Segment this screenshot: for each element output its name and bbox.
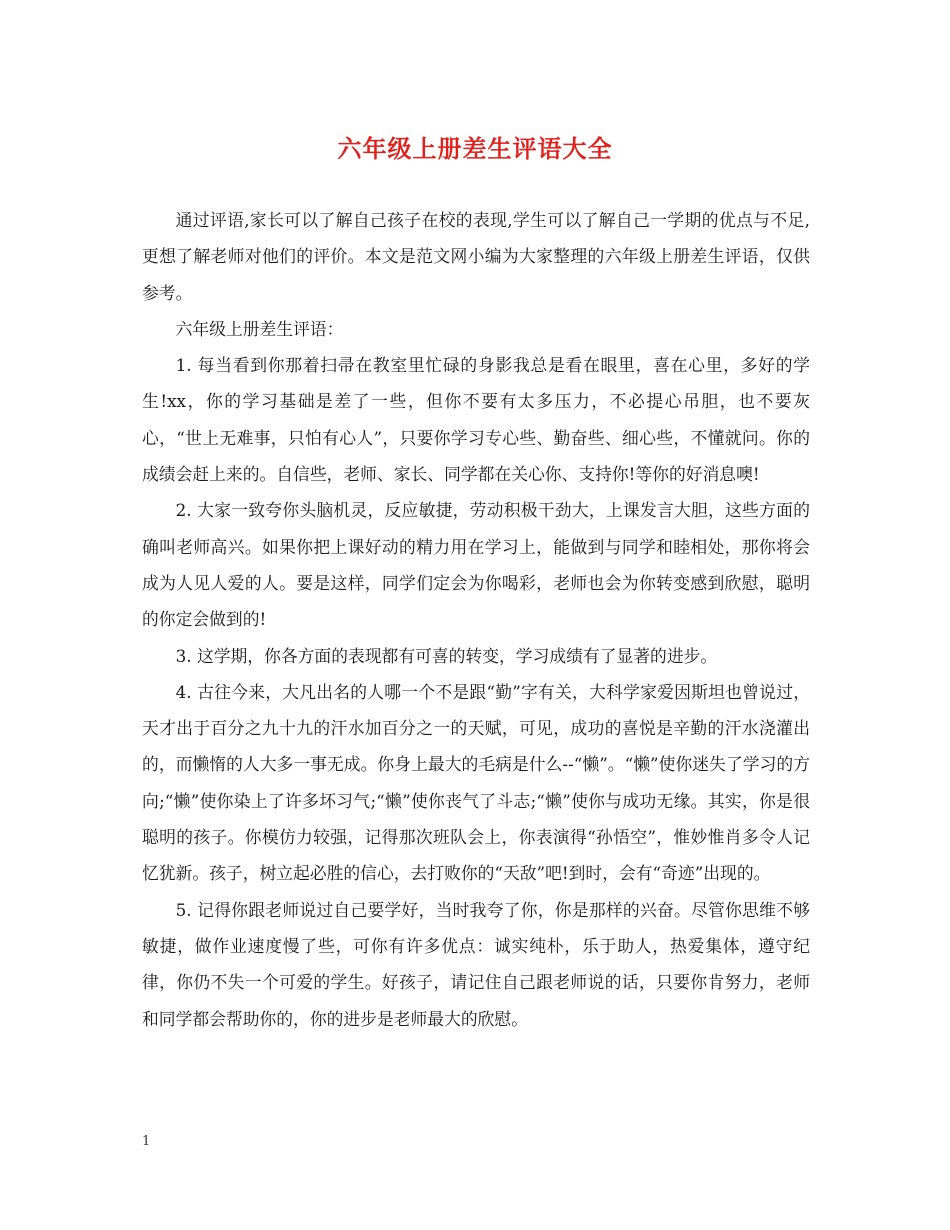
comment-paragraph-1: 1. 每当看到你那着扫帚在教室里忙碌的身影我总是看在眼里，喜在心里，多好的学生!xx，你的学习基础是差了一些，但你不要有太多压力，不必提心吊胆，也不要灰心，“世上无难事，只怕有心人”，只要你学习专心些、勤奋些、细心些，不懂就问。你的成绩会赶上来的。自信些，老师、家长、同学都在关心你、支持你!等你的好消息噢! bbox=[142, 355, 810, 485]
section-heading: 六年级上册差生评语： bbox=[175, 318, 344, 339]
comment-paragraph-4: 4. 古往今来，大凡出名的人哪一个不是跟“勤”字有关，大科学家爱因斯坦也曾说过，天才出于百分之九十九的汗水加百分之一的天赋，可见，成功的喜悦是辛勤的汗水浇灌出的，而懒惰的人大多一事无成。你身上最大的毛病是什么--“懒”。“懒”使你迷失了学习的方向;“懒”使你染上了许多坏习气;“懒”使你丧气了斗志;“懒”使你与成功无缘。其实，你是很聪明的孩子。你模仿力较强，记得那次班队会上，你表演得“孙悟空”，惟妙惟肖多令人记忆犹新。孩子，树立起必胜的信心，去打败你的“天敌”吧!到时，会有“奇迹”出现的。 bbox=[142, 681, 810, 884]
document-title: 六年级上册差生评语大全 bbox=[337, 135, 613, 163]
comment-paragraph-2: 2. 大家一致夸你头脑机灵，反应敏捷，劳动积极干劲大，上课发言大胆，这些方面的确叫老师高兴。如果你把上课好动的精力用在学习上，能做到与同学和睦相处，那你将会成为人见人爱的人。要是这样，同学们定会为你喝彩，老师也会为你转变感到欣慰，聪明的你定会做到的! bbox=[142, 500, 810, 630]
comment-paragraph-3: 3. 这学期，你各方面的表现都有可喜的转变，学习成绩有了显著的进步。 bbox=[175, 645, 718, 666]
intro-paragraph: 通过评语,家长可以了解自己孩子在校的表现,学生可以了解自己一学期的优点与不足,更想了解老师对他们的评价。本文是范文网小编为大家整理的六年级上册差生评语，仅供参考。 bbox=[142, 210, 810, 303]
page-number: 1 bbox=[142, 1134, 151, 1149]
comment-paragraph-5: 5. 记得你跟老师说过自己要学好，当时我夸了你，你是那样的兴奋。尽管你思维不够敏捷，做作业速度慢了些，可你有许多优点：诚实纯朴，乐于助人，热爱集体，遵守纪律，你仍不失一个可爱的学生。好孩子，请记住自己跟老师说的话，只要你肯努力，老师和同学都会帮助你的，你的进步是老师最大的欣慰。 bbox=[142, 899, 810, 1029]
document-body bbox=[142, 202, 810, 1037]
